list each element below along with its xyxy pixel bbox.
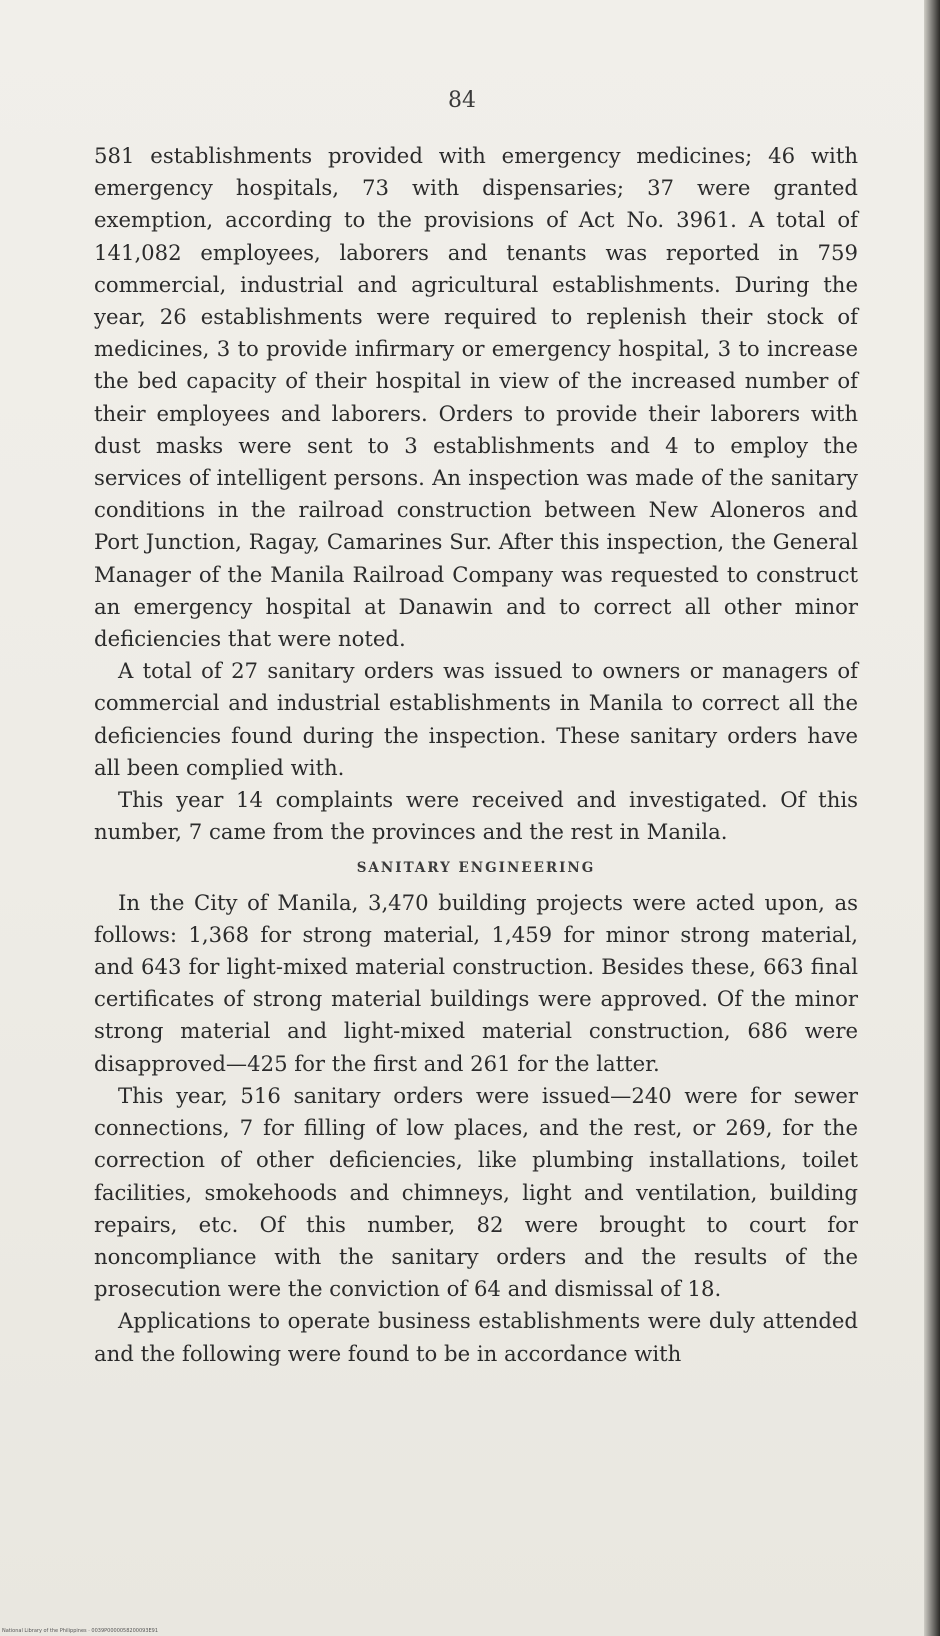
paragraph: 581 establishments provided with emergency medicines; 46 with emergency hospitals, 73 with dispensaries; 37 were granted exemption, according to the provisions of Act No. 3961. A total of 141,082 employees, laborers and tenants was reported in 759 commercial, industrial and agricultural establishments. During the year, 26 establishments were required to replenish their stock of medicines, 3 to provide infirmary or emergency hospital, 3 to increase the bed capacity of their hospital in view of the increased number of their employees and laborers. Orders to provide their laborers with dust masks were sent to 3 establishments and 4 to employ the services of intelligent persons. An inspection was made of the sanitary conditions in the railroad construction between New Aloneros and Port Junction, Ragay, Camarines Sur. After this inspection, the General Manager of the Manila Railroad Company was requested to construct an emergency hospital at Danawin and to correct all other minor deficiencies that were noted.	[94, 143, 858, 652]
paragraph: This year, 516 sanitary orders were issued—240 were for sewer connections, 7 for filling of low places, and the rest, or 269, for the correction of other deficiencies, like plumbing installations, toilet facilities, smokehoods and chimneys, light and ventilation, building repairs, etc. Of this number, 82 were brought to court for noncompliance with the sanitary orders and the results of the prosecution were the conviction of 64 and dismissal of 18.	[94, 1082, 858, 1302]
paragraph: Applications to operate business establishments were duly attended and the following were found to be in accordance with	[94, 1308, 858, 1366]
scan-footer-note: National Library of the Philippines · 0039P0000058200093E91	[2, 1628, 159, 1634]
page-edge-shadow	[924, 0, 940, 1636]
paragraph: In the City of Manila, 3,470 building projects were acted upon, as follows: 1,368 for strong material, 1,459 for minor strong material, and 643 for light-mixed material construction. Besides these, 663 final certificates of strong material buildings were approved. Of the minor strong material and light-mixed material construction, 686 were disapproved—425 for the first and 261 for the latter.	[94, 889, 858, 1076]
paragraph: A total of 27 sanitary orders was issued to owners or managers of commercial and industrial establishments in Manila to correct all the deficiencies found during the inspection. These sanitary orders have all been complied with.	[94, 658, 858, 780]
body-text	[94, 140, 858, 1370]
page-number: 84	[448, 88, 476, 113]
section-heading: SANITARY ENGINEERING	[356, 860, 596, 877]
paragraph: This year 14 complaints were received and investigated. Of this number, 7 came from the provinces and the rest in Manila.	[94, 787, 858, 845]
